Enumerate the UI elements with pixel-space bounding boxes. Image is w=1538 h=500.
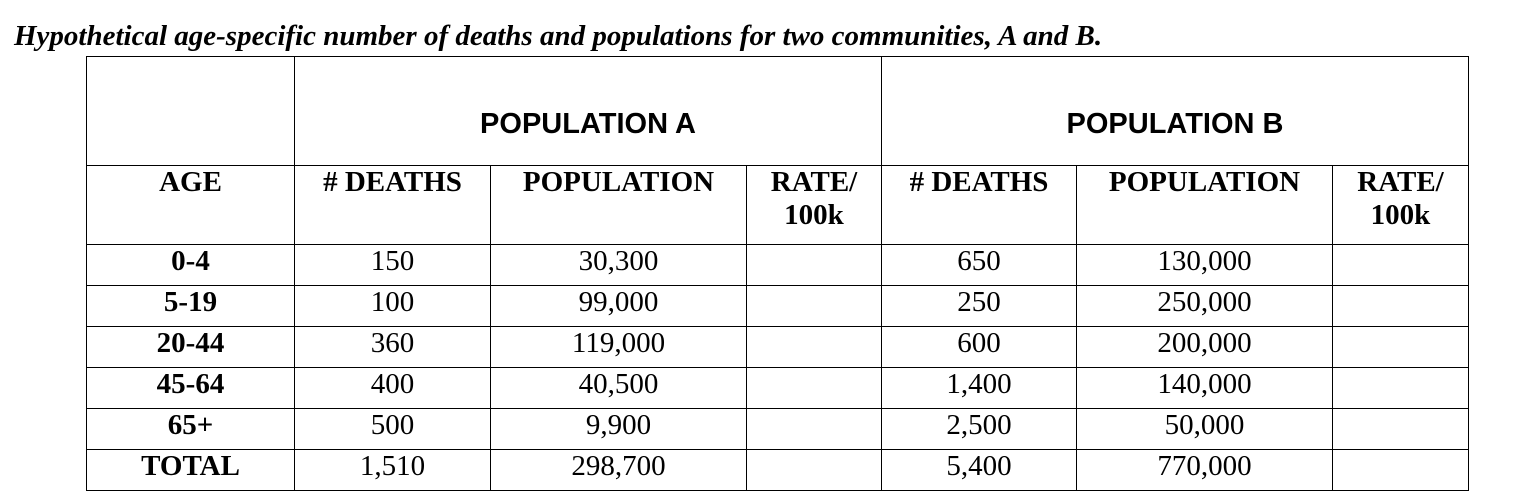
column-header-age: AGE (87, 166, 295, 245)
cell-a-population: 9,900 (491, 409, 747, 450)
cell-a-population: 40,500 (491, 368, 747, 409)
cell-age: 0-4 (87, 245, 295, 286)
cell-a-deaths: 500 (295, 409, 491, 450)
cell-b-deaths: 2,500 (882, 409, 1077, 450)
empty-corner-cell (87, 57, 295, 166)
cell-a-rate (747, 286, 882, 327)
cell-a-population: 30,300 (491, 245, 747, 286)
table-row (87, 327, 1469, 368)
cell-a-population: 119,000 (491, 327, 747, 368)
column-header-b-rate-line2: 100k (1370, 199, 1431, 231)
table-caption: Hypothetical age-specific number of deaths and populations for two communities, A and B. (14, 20, 1103, 52)
cell-b-deaths: 600 (882, 327, 1077, 368)
table-row (87, 245, 1469, 286)
cell-b-rate (1333, 245, 1469, 286)
cell-a-rate (747, 409, 882, 450)
cell-a-population: 298,700 (491, 450, 747, 491)
cell-a-deaths: 100 (295, 286, 491, 327)
cell-a-rate (747, 368, 882, 409)
column-header-b-rate-line1: RATE/ (1357, 166, 1444, 198)
cell-age: TOTAL (87, 450, 295, 491)
cell-b-deaths: 650 (882, 245, 1077, 286)
cell-a-rate (747, 245, 882, 286)
cell-a-rate (747, 450, 882, 491)
cell-a-deaths: 400 (295, 368, 491, 409)
column-header-a-rate-line1: RATE/ (770, 166, 858, 198)
column-header-a-rate (747, 166, 882, 245)
group-header-row (87, 57, 1469, 166)
table-row (87, 409, 1469, 450)
cell-b-population: 200,000 (1077, 327, 1333, 368)
cell-age: 5-19 (87, 286, 295, 327)
cell-age: 45-64 (87, 368, 295, 409)
column-header-row (87, 166, 1469, 245)
cell-b-deaths: 5,400 (882, 450, 1077, 491)
column-header-a-rate-line2: 100k (784, 199, 844, 231)
cell-b-population: 140,000 (1077, 368, 1333, 409)
cell-b-deaths: 1,400 (882, 368, 1077, 409)
cell-b-population: 50,000 (1077, 409, 1333, 450)
cell-a-rate (747, 327, 882, 368)
cell-b-deaths: 250 (882, 286, 1077, 327)
table-row (87, 368, 1469, 409)
table-row (87, 286, 1469, 327)
cell-b-rate (1333, 286, 1469, 327)
cell-a-deaths: 360 (295, 327, 491, 368)
column-header-a-population: POPULATION (491, 166, 747, 245)
cell-b-rate (1333, 368, 1469, 409)
group-header-population-b: POPULATION B (882, 57, 1469, 166)
cell-b-rate (1333, 327, 1469, 368)
cell-age: 20-44 (87, 327, 295, 368)
deaths-population-table (86, 56, 1469, 491)
column-header-b-rate (1333, 166, 1469, 245)
cell-b-population: 250,000 (1077, 286, 1333, 327)
column-header-b-population: POPULATION (1077, 166, 1333, 245)
cell-age: 65+ (87, 409, 295, 450)
column-header-a-deaths: # DEATHS (295, 166, 491, 245)
cell-b-population: 770,000 (1077, 450, 1333, 491)
cell-b-rate (1333, 450, 1469, 491)
cell-b-population: 130,000 (1077, 245, 1333, 286)
cell-b-rate (1333, 409, 1469, 450)
table-row (87, 450, 1469, 491)
cell-a-deaths: 150 (295, 245, 491, 286)
cell-a-population: 99,000 (491, 286, 747, 327)
column-header-b-deaths: # DEATHS (882, 166, 1077, 245)
group-header-population-a: POPULATION A (295, 57, 882, 166)
cell-a-deaths: 1,510 (295, 450, 491, 491)
